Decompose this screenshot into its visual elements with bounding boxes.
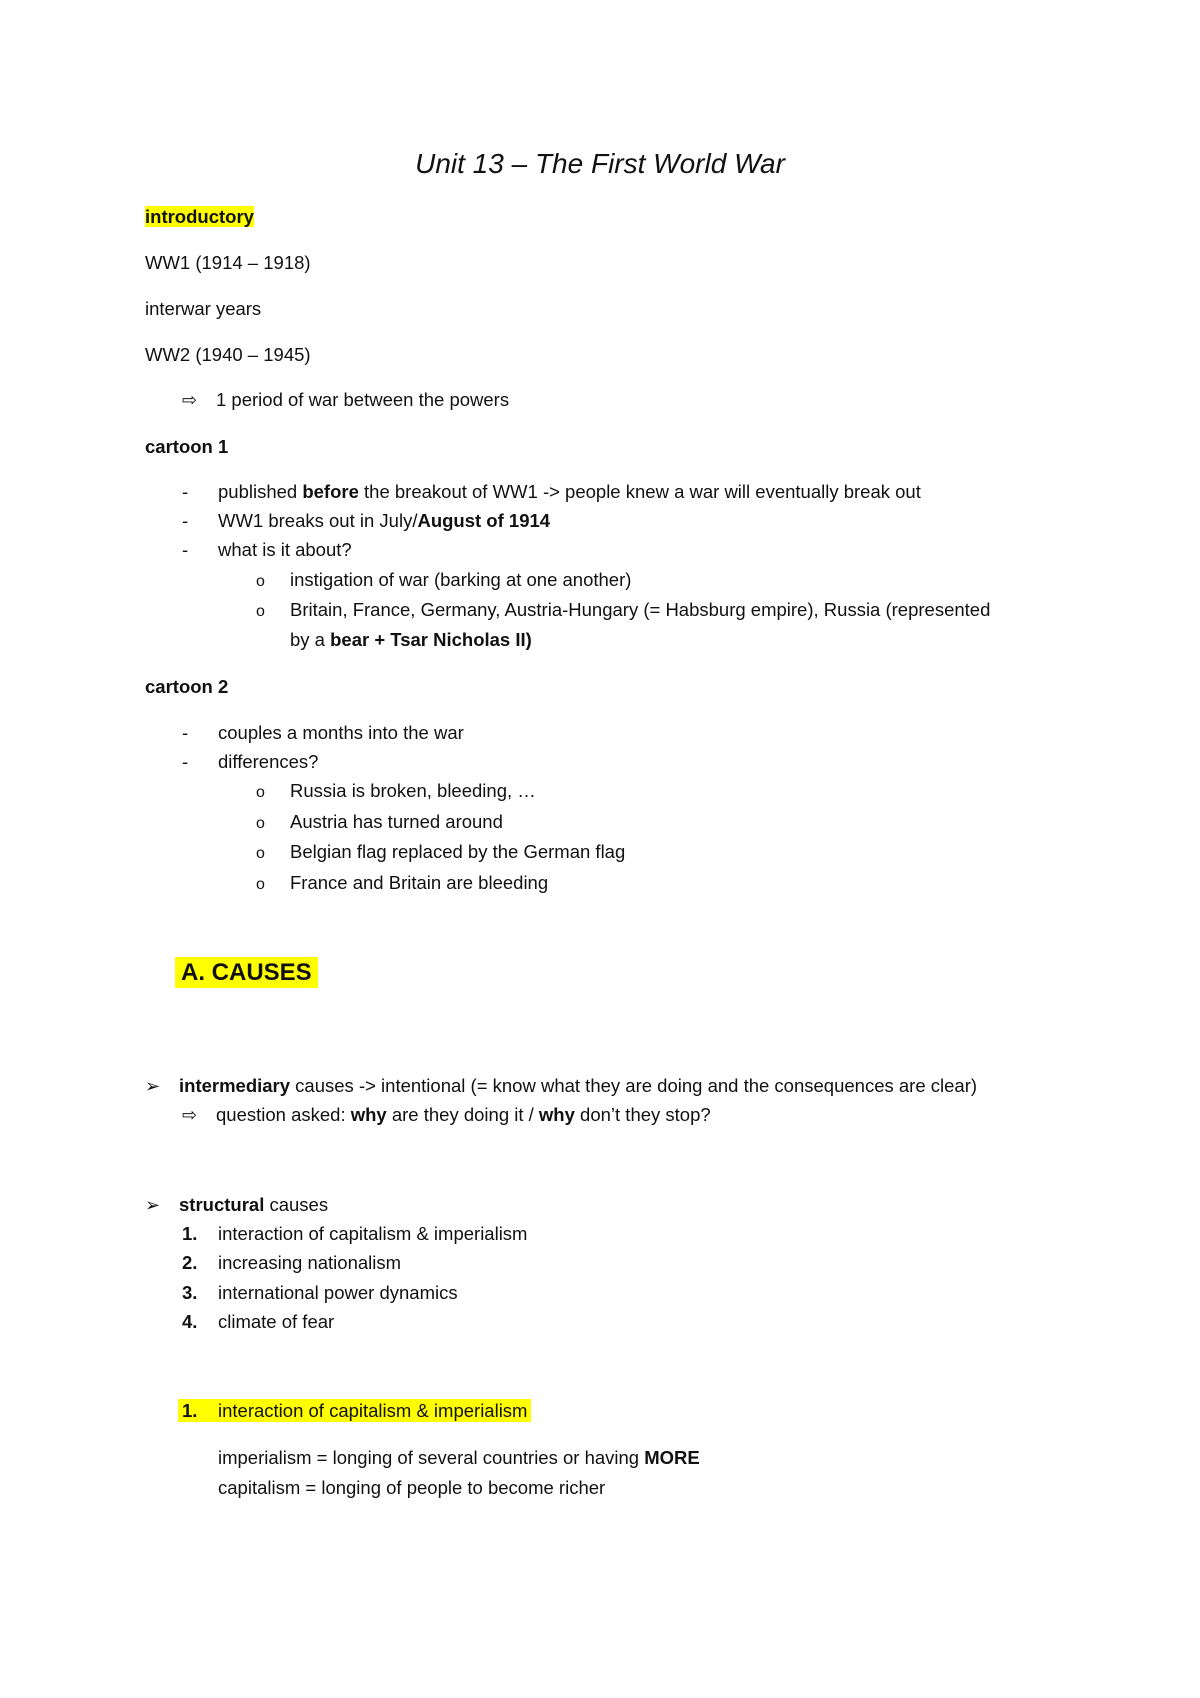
imperialism-definition: imperialism = longing of several countries or having MORE	[218, 1447, 700, 1468]
intro-line-ww2: WW2 (1940 – 1945)	[145, 344, 311, 365]
intro-heading: introductory	[145, 206, 254, 227]
dash-bullet: -	[182, 539, 189, 560]
page-title: Unit 13 – The First World War	[415, 148, 785, 179]
structural-item-1: 1. interaction of capitalism & imperialism	[182, 1223, 528, 1244]
structural-causes: ➢ structural causes	[145, 1194, 329, 1215]
cartoon1-bullet-3: - what is it about?	[182, 539, 352, 560]
cartoon2-bullet-1: - couples a months into the war	[182, 722, 464, 743]
structural-item-3: 3. international power dynamics	[182, 1282, 458, 1303]
arrowhead-bullet-icon: ➢	[145, 1195, 161, 1215]
cartoon1-sub-2-cont: by a bear + Tsar Nicholas II)	[290, 629, 532, 650]
cartoon1-bullet-1: - published before the breakout of WW1 -> people knew a war will eventually break out	[182, 481, 921, 502]
cartoon1-sub-1: o instigation of war (barking at one another)	[256, 569, 632, 590]
circle-bullet: o	[256, 876, 265, 893]
dash-bullet: -	[182, 510, 189, 531]
cartoon2-sub-4: o France and Britain are bleeding	[256, 872, 549, 893]
structural-item-2: 2. increasing nationalism	[182, 1252, 402, 1273]
structural-item-4: 4. climate of fear	[182, 1311, 335, 1332]
intro-arrow-item: ⇨ 1 period of war between the powers	[182, 389, 510, 410]
arrowhead-bullet-icon: ➢	[145, 1076, 161, 1096]
cartoon2-sub-1: o Russia is broken, bleeding, …	[256, 780, 536, 801]
capitalism-definition: capitalism = longing of people to become richer	[218, 1477, 606, 1498]
dash-bullet: -	[182, 722, 189, 743]
question-asked: ⇨ question asked: why are they doing it / why don’t they stop?	[182, 1104, 711, 1125]
cartoon2-sub-2: o Austria has turned around	[256, 811, 503, 832]
cartoon1-sub-2: o Britain, France, Germany, Austria-Hungary (= Habsburg empire), Russia (represented	[256, 599, 991, 620]
dash-bullet: -	[182, 751, 189, 772]
circle-bullet: o	[256, 573, 265, 590]
circle-bullet: o	[256, 845, 265, 862]
cartoon2-bullet-2: - differences?	[182, 751, 319, 772]
intro-line-interwar: interwar years	[145, 298, 262, 319]
intermediary-causes: ➢ intermediary causes -> intentional (= know what they are doing and the consequences are clear)	[145, 1075, 978, 1096]
circle-bullet: o	[256, 603, 265, 620]
cartoon1-bullet-2: - WW1 breaks out in July/August of 1914	[182, 510, 551, 531]
circle-bullet: o	[256, 784, 265, 801]
right-arrow-icon: ⇨	[182, 390, 198, 410]
intro-line-ww1: WW1 (1914 – 1918)	[145, 252, 311, 273]
cartoon2-sub-3: o Belgian flag replaced by the German flag	[256, 841, 626, 862]
right-arrow-icon: ⇨	[182, 1105, 198, 1125]
dash-bullet: -	[182, 481, 189, 502]
cartoon1-heading: cartoon 1	[145, 436, 229, 457]
causes-heading: A. CAUSES	[175, 959, 318, 988]
section1-heading: 1. interaction of capitalism & imperialism	[178, 1400, 531, 1422]
cartoon2-heading: cartoon 2	[145, 676, 229, 697]
circle-bullet: o	[256, 815, 265, 832]
